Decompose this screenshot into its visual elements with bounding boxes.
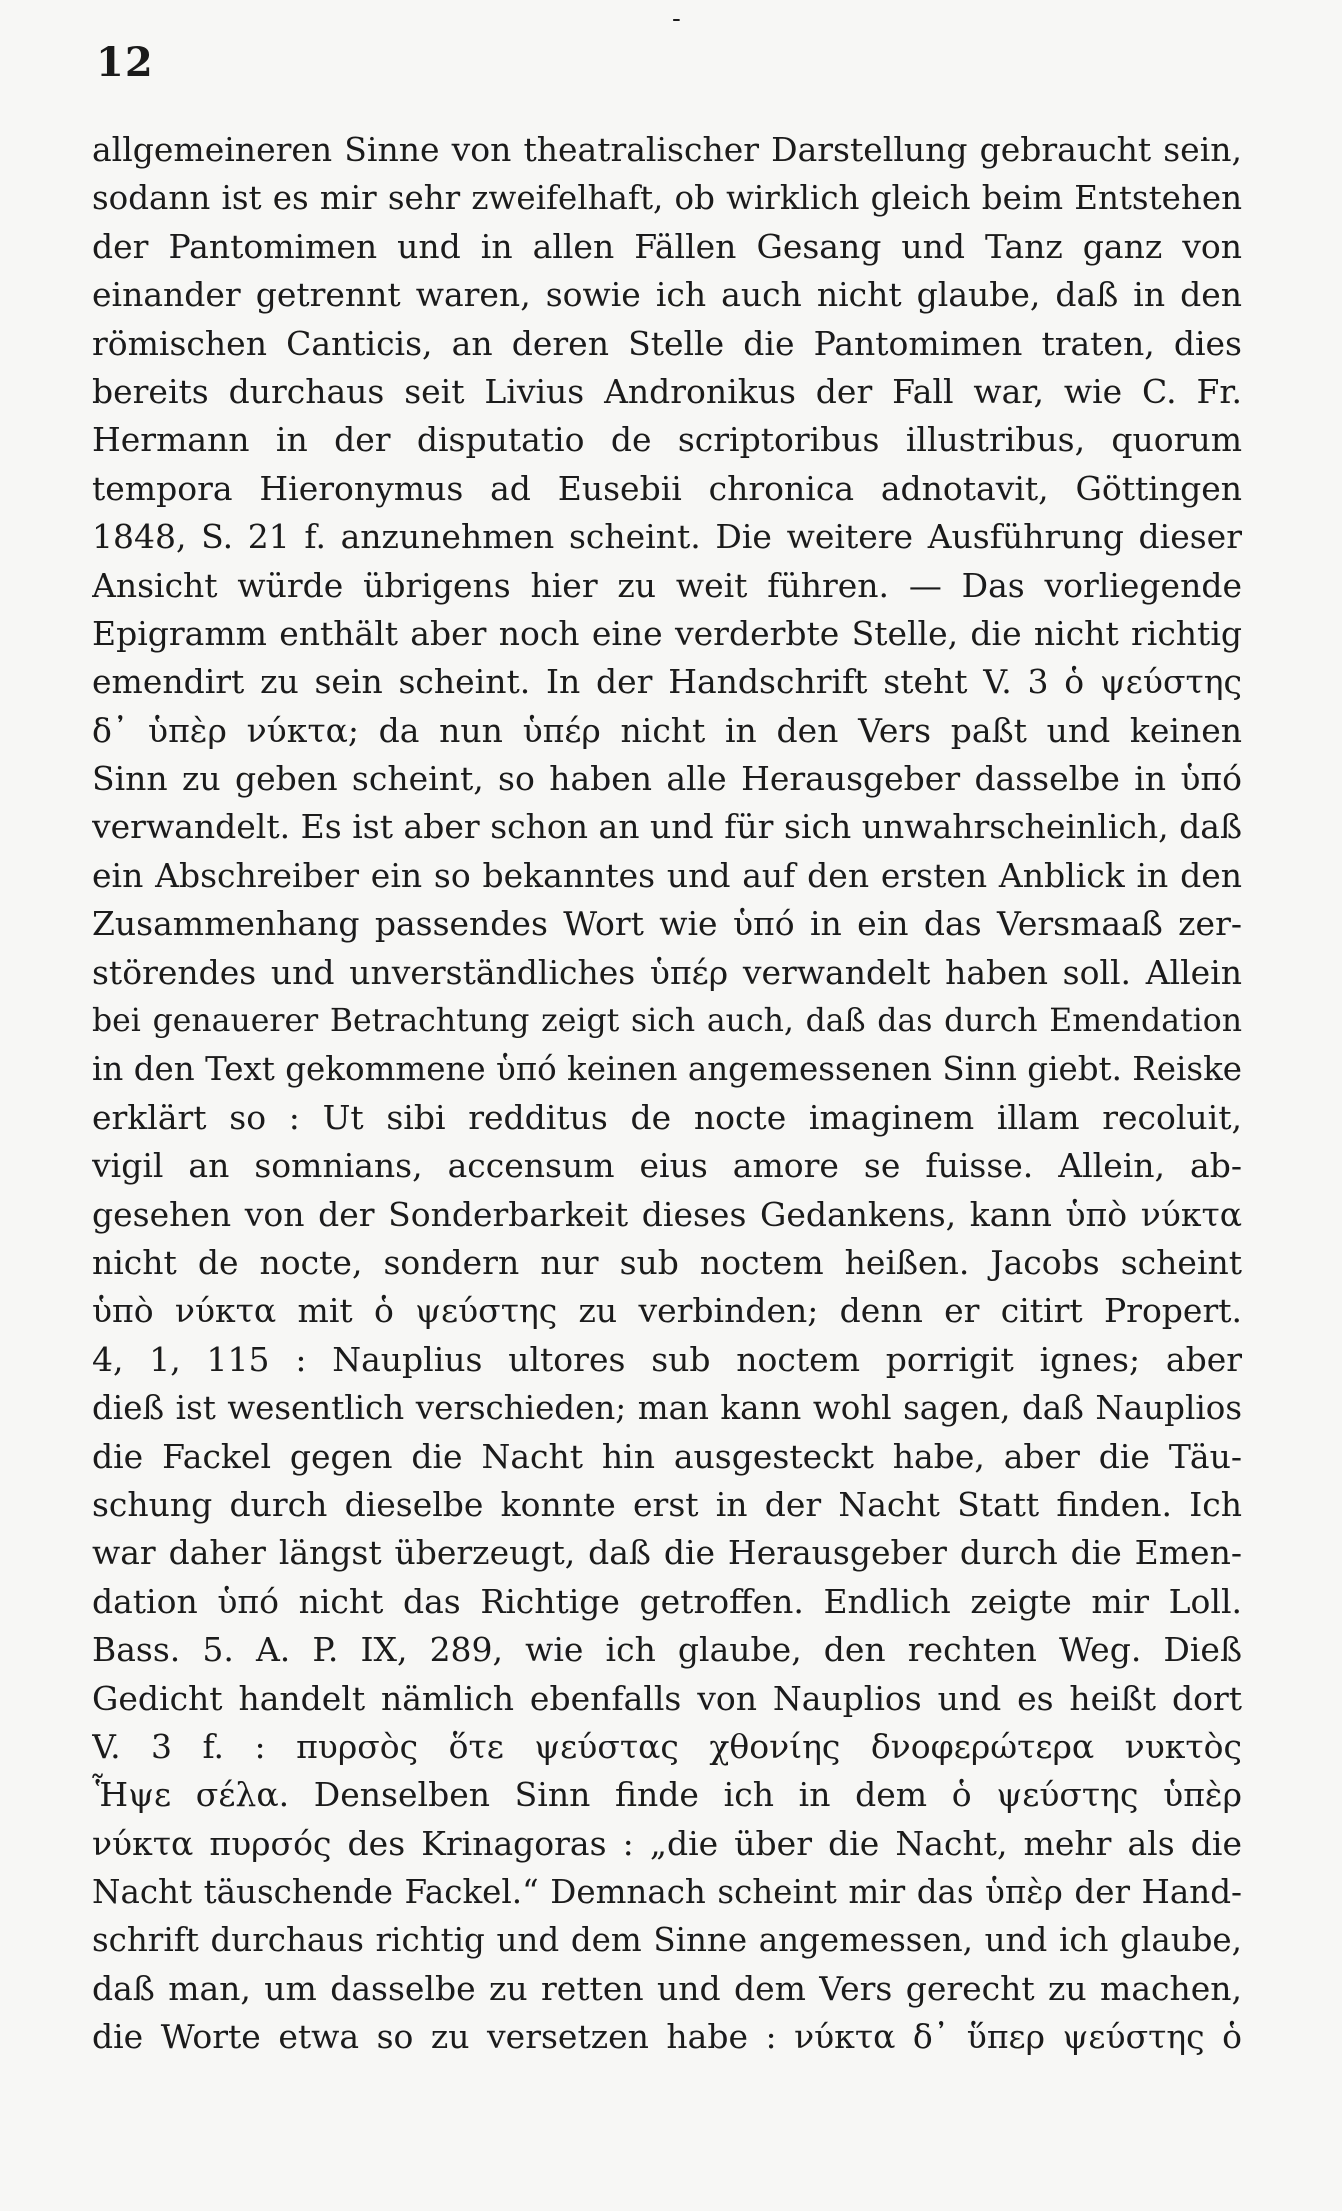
text-line: der Pantomimen und in allen Fällen Gesang und Tanz ganz von [92,226,1242,266]
text-line: daß man, um dasselbe zu retten und dem Vers gerecht zu machen, [92,1968,1242,2008]
text-line: Nacht täuschende Fackel.“ Demnach scheint mir das ὑπὲρ der Hand- [92,1873,1242,1912]
text-line: V. 3 f. : πυρσὸς ὅτε ψεύστας χθονίης δνοφερώτερα νυκτὸς [92,1726,1242,1766]
text-line: ein Abschreiber ein so bekanntes und auf den ersten Anblick in den [92,855,1242,895]
body-text [92,126,1242,2062]
text-line: allgemeineren Sinne von theatralischer Darstellung gebraucht sein, [92,130,1242,169]
text-line: schung durch dieselbe konnte erst in der Nacht Statt finden. Ich [92,1484,1242,1524]
text-line: nicht de nocte, sondern nur sub noctem heißen. Jacobs scheint [92,1242,1242,1282]
text-line: Bass. 5. A. P. IX, 289, wie ich glaube, den rechten Weg. Dieß [92,1630,1242,1670]
text-line: die Worte etwa so zu versetzen habe : νύκτα δ᾽ ὕπερ ψεύστης ὁ [92,2017,1242,2057]
text-line: einander getrennt waren, sowie ich auch nicht glaube, daß in den [92,275,1242,315]
text-line: bereits durchaus seit Livius Andronikus der Fall war, wie C. Fr. [92,371,1242,411]
text-line: störendes und unverständliches ὑπέρ verwandelt haben soll. Allein [92,952,1242,992]
text-line: erklärt so : Ut sibi redditus de nocte imaginem illam recoluit, [92,1097,1242,1137]
text-line: Epigramm enthält aber noch eine verderbte Stelle, die nicht richtig [92,613,1242,653]
text-line: Zusammenhang passendes Wort wie ὑπό in ein das Versmaaß zer- [92,904,1242,944]
text-line: Gedicht handelt nämlich ebenfalls von Nauplios und es heißt dort [92,1678,1242,1718]
text-line: war daher längst überzeugt, daß die Herausgeber durch die Emen- [92,1533,1242,1573]
text-line: Sinn zu geben scheint, so haben alle Herausgeber dasselbe in ὑπό [92,759,1242,799]
text-line: bei genauerer Betrachtung zeigt sich auch, daß das durch Emendation [92,1003,1242,1040]
text-line: Ἧψε σέλα. Denselben Sinn finde ich in dem ὁ ψεύστης ὑπὲρ [92,1775,1242,1815]
text-line: ὑπὸ νύκτα mit ὁ ψεύστης zu verbinden; denn er citirt Propert. [92,1291,1242,1331]
top-mark: - [672,4,681,34]
text-line: 1848, S. 21 f. anzunehmen scheint. Die weitere Ausführung dieser [92,517,1242,557]
text-line: dieß ist wesentlich verschieden; man kann wohl sagen, daß Nauplios [92,1389,1242,1428]
text-line: νύκτα πυρσός des Krinagoras : „die über die Nacht, mehr als die [92,1823,1242,1863]
text-line: die Fackel gegen die Nacht hin ausgesteckt habe, aber die Täu- [92,1436,1242,1476]
text-line: römischen Canticis, an deren Stelle die Pantomimen traten, dies [92,323,1242,363]
text-line: schrift durchaus richtig und dem Sinne angemessen, und ich glaube, [92,1921,1242,1960]
text-line: gesehen von der Sonderbarkeit dieses Gedankens, kann ὑπὸ νύκτα [92,1194,1242,1234]
text-line: sodann ist es mir sehr zweifelhaft, ob wirklich gleich beim Entstehen [92,179,1242,218]
text-line: emendirt zu sein scheint. In der Handschrift steht V. 3 ὁ ψεύστης [92,662,1242,702]
text-line: Ansicht würde übrigens hier zu weit führen. — Das vorliegende [92,565,1242,605]
text-line: dation ὑπό nicht das Richtige getroffen. Endlich zeigte mir Loll. [92,1581,1242,1621]
text-line: 4, 1, 115 : Nauplius ultores sub noctem porrigit ignes; aber [92,1339,1242,1379]
text-line: verwandelt. Es ist aber schon an und für sich unwahrscheinlich, daß [92,807,1242,847]
text-line: vigil an somnians, accensum eius amore se fuisse. Allein, ab- [92,1146,1242,1186]
page-number: 12 [96,39,154,86]
text-line: tempora Hieronymus ad Eusebii chronica adnotavit, Göttingen [92,468,1242,508]
text-line: in den Text gekommene ὑπό keinen angemessenen Sinn giebt. Reiske [92,1050,1242,1089]
text-line: Hermann in der disputatio de scriptoribus illustribus, quorum [92,420,1242,460]
text-line: δ᾽ ὑπὲρ νύκτα; da nun ὑπέρ nicht in den Vers paßt und keinen [92,710,1242,750]
